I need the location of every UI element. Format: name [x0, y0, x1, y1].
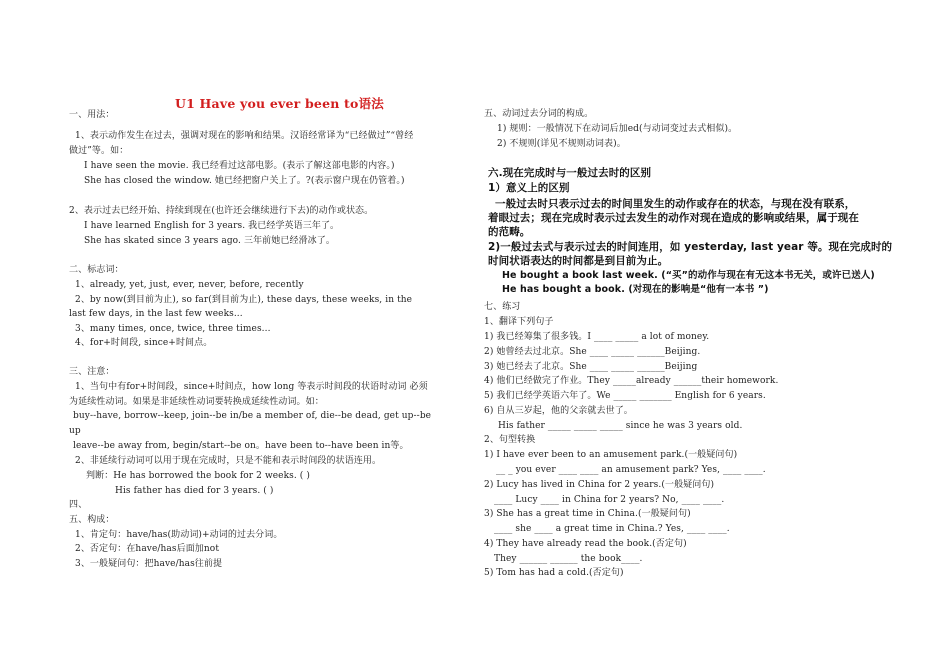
- exercise-line: ____ she ____ a great time in China.? Yes, ____ ____.: [494, 524, 730, 534]
- text-line: leave--be away from, begin/start--be on。have been to--have been in等。: [73, 441, 409, 451]
- section-heading-bold: 六.现在完成时与一般过去时的区别: [488, 167, 652, 179]
- exercise-line: 4) They have already read the book.(否定句): [484, 539, 687, 549]
- text-line: 4、for+时间段, since+时间点。: [75, 338, 213, 348]
- text-line: 为延续性动词。如果是非延续性动词要转换成延续性动词。如：: [69, 397, 324, 407]
- exercise-line: __ _ you ever ____ ____ an amusement park? Yes, ____ ____.: [496, 465, 766, 475]
- exercise-line: 1) 我已经筹集了很多钱。I ____ _____ a lot of money.: [484, 332, 710, 342]
- text-line: 2、非延续行动词可以用于现在完成时，只是不能和表示时间段的状语连用。: [75, 456, 382, 466]
- section-heading: 五、动词过去分词的构成。: [484, 109, 594, 119]
- exercise-line: 5) Tom has had a cold.(否定句): [484, 568, 624, 578]
- text-line: 1、表示动作发生在过去，强调对现在的影响和结果。汉语经常译为“已经做过”“曾经: [75, 131, 414, 141]
- exercise-line: 3) She has a great time in China.(一般疑问句): [484, 509, 691, 519]
- exercise-line: 1) I have ever been to an amusement park.(一般疑问句): [484, 450, 738, 460]
- exercise-line: 6) 自从三岁起，他的父亲就去世了。: [484, 406, 633, 416]
- text-line: 1、肯定句：have/has(助动词)+动词的过去分词。: [75, 530, 283, 540]
- exercise-line: 2) 她曾经去过北京。She ____ _____ ______Beijing.: [484, 347, 701, 357]
- example-line: She has skated since 3 years ago. 三年前她已经滑冰了。: [84, 236, 335, 246]
- bold-example-line: He bought a book last week. (“买”的动作与现在有无这本书无关，或许已送人): [502, 270, 875, 281]
- text-line: 1、already, yet, just, ever, never, before, recently: [75, 280, 304, 290]
- text-line: 做过”等。如：: [69, 146, 129, 156]
- exercise-line: His father _____ _____ _____ since he was 3 years old.: [498, 421, 743, 431]
- exercise-line: 2) Lucy has lived in China for 2 years.(一般疑问句): [484, 480, 715, 490]
- text-line: 1) 规则：一般情况下在动词后加ed(与动词变过去式相似)。: [497, 124, 738, 134]
- bold-text-line: 一般过去时只表示过去的时间里发生的动作或存在的状态，与现在没有联系，: [495, 198, 856, 210]
- section-heading: 二、标志词：: [69, 265, 124, 275]
- exercise-line: They ______ ______ the book____.: [494, 554, 643, 564]
- exercise-line: 5) 我们已经学英语六年了。We _____ _______ English for 6 years.: [484, 391, 766, 401]
- section-heading: 五、构成：: [69, 515, 115, 525]
- text-line: buy--have, borrow--keep, join--be in/be a member of, die--be dead, get up--be: [73, 411, 432, 421]
- bold-text-line: 2)一般过去式与表示过去的时间连用，如 yesterday, last year 等。现在完成时的: [488, 241, 893, 253]
- text-line: 2) 不规则(详见不规则动词表)。: [497, 139, 626, 149]
- exercise-line: 4) 他们已经做完了作业。They _____already ______their homework.: [484, 376, 779, 386]
- text-line: 2、表示过去已经开始、持续到现在(也许还会继续进行下去)的动作或状态。: [69, 206, 374, 216]
- section-heading: 一、用法：: [69, 110, 115, 120]
- bold-text-line: 着眼过去；现在完成时表示过去发生的动作对现在造成的影响或结果，属于现在: [488, 212, 859, 224]
- text-line: 2、否定句：在have/has后面加not: [75, 544, 220, 554]
- subheading: 2、句型转换: [484, 435, 536, 445]
- example-line: She has closed the window. 她已经把窗户关上了。?(表示窗户现在仍管着。): [84, 176, 405, 186]
- bold-example-line: He has bought a book. (对现在的影响是“他有一本书 ”): [502, 284, 769, 295]
- judgement-line: 判断：He has borrowed the book for 2 weeks. ( ): [86, 471, 310, 481]
- text-line: up: [69, 426, 81, 436]
- section-heading: 七、练习: [484, 302, 521, 312]
- section-heading: 三、注意：: [69, 367, 115, 377]
- text-line: 3、一般疑问句：把have/has往前提: [75, 559, 223, 569]
- subheading: 1、翻译下列句子: [484, 317, 554, 327]
- page-title: U1 Have you ever been to语法: [175, 96, 384, 111]
- text-line: 2、by now(到目前为止), so far(到目前为止), these days, these weeks, in the: [75, 295, 413, 305]
- exercise-line: ____ Lucy ____ in China for 2 years? No, ____ ____.: [494, 495, 725, 505]
- subheading-bold: 1）意义上的区别: [488, 182, 570, 194]
- judgement-line: His father has died for 3 years. ( ): [115, 486, 274, 496]
- bold-text-line: 的范畴。: [488, 226, 531, 238]
- text-line: 3、many times, once, twice, three times...: [75, 324, 271, 334]
- text-line: 1、当句中有for+时间段，since+时间点，how long 等表示时间段的状语时动词 必须: [75, 382, 428, 392]
- exercise-line: 3) 她已经去了北京。She ____ _____ ______Beijing: [484, 362, 698, 372]
- section-heading: 四、: [69, 500, 88, 510]
- example-line: I have seen the movie. 我已经看过这部电影。(表示了解这部电影的内容。): [84, 161, 395, 171]
- text-line: last few days, in the last few weeks...: [69, 309, 243, 319]
- bold-text-line: 时间状语表达的时间都是到目前为止。: [488, 255, 669, 267]
- example-line: I have learned English for 3 years. 我已经学英语三年了。: [84, 221, 340, 231]
